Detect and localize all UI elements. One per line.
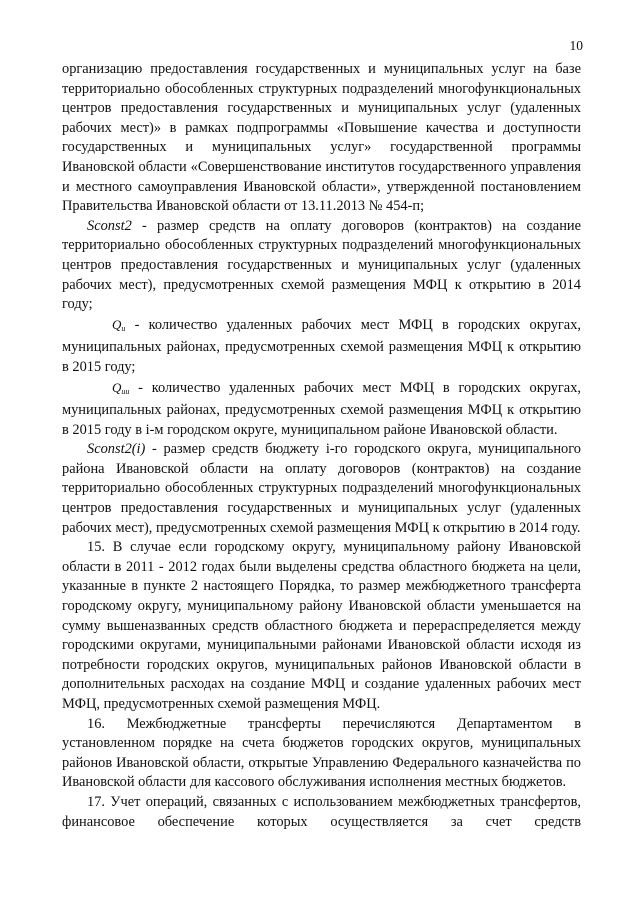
definition-q-total bbox=[62, 315, 581, 378]
paragraph-15 bbox=[62, 538, 581, 714]
definition-q-district bbox=[62, 378, 581, 441]
paragraph-text: 16. Межбюджетные трансферты перечисляются Департаментом в установленном порядке на счета бюджетов городских округов, муниципальных районов Ивановской области, открытые Управлению Федерального казначейства по Ивановской области для кассового обслуживания исполнения местных бюджетов. bbox=[62, 715, 581, 791]
variable-q-subscript: и bbox=[121, 323, 126, 333]
paragraph-text: организацию предоставления государственных и муниципальных услуг на базе территориально обособленных структурных подразделений многофункциональных центров предоставления государственных и муниципальных услуг (удаленных рабочих мест)» в рамках подпрограммы «Повышение качества и доступности государственных и муниципальных услуг» государственной программы Ивановской области «Совершенствование институтов государственного управления и местного самоуправления Ивановской области», утвержденной постановлением Правительства Ивановской области от 13.11.2013 № 454-п; bbox=[62, 61, 581, 215]
paragraph-text: 17. Учет операций, связанных с использованием межбюджетных трансфертов, финансовое обеспечение которых осуществляется за счет средств bbox=[62, 793, 581, 830]
definition-text: - размер средств бюджету i-го городского округа, муниципального района Ивановской области на оплату договоров (контрактов) на создание территориально обособленных структурных подразделений многофункциональных центров предоставления государственных и муниципальных услуг (удаленных рабочих мест), предусмотренных схемой размещения МФЦ к открытию в 2014 году. bbox=[62, 441, 581, 536]
paragraph-17 bbox=[62, 793, 581, 832]
document-body bbox=[62, 60, 581, 832]
variable-q-district bbox=[87, 378, 129, 402]
variable-sconst2: Sconst2 bbox=[87, 217, 132, 234]
paragraph-text: 15. В случае если городскому округу, муниципальному району Ивановской области в 2011 - 2012 годах были выделены средства областного бюджета на цели, указанные в пункте 2 настоящего Порядка, то размер межбюджетного трансферта городскому округу, муниципальному району Ивановской области уменьшается на сумму вышеназванных средств областного бюджета и перераспределяется между городскими округами, муниципальными районами Ивановской области исходя из потребности городских округов, муниципальных районов Ивановской области в дополнительных расходах на создание МФЦ и создание удаленных рабочих мест МФЦ, предусмотренных схемой размещения МФЦ. bbox=[62, 539, 581, 712]
variable-q-subscript: ии bbox=[121, 386, 130, 396]
page-number: 10 bbox=[569, 38, 583, 53]
variable-q-symbol: Q bbox=[112, 379, 122, 395]
definition-text: - размер средств на оплату договоров (контрактов) на создание территориально обособленных структурных подразделений многофункциональных центров предоставления государственных и муниципальных услуг (удаленных рабочих мест), предусмотренных схемой размещения МФЦ к открытию в 2014 году; bbox=[62, 217, 581, 313]
variable-q-total bbox=[87, 315, 125, 339]
definition-sconst2i bbox=[62, 440, 581, 538]
variable-q-symbol: Q bbox=[112, 316, 122, 332]
paragraph-16 bbox=[62, 715, 581, 793]
variable-sconst2i: Sconst2(i) bbox=[87, 441, 146, 458]
definition-text: - количество удаленных рабочих мест МФЦ в городских округах, муниципальных районах, предусмотренных схемой размещения МФЦ к открытию в 2015 году в i-м городском округе, муниципальном районе Ивановской области. bbox=[62, 379, 581, 438]
definition-text: - количество удаленных рабочих мест МФЦ в городских округах, муниципальных районах, предусмотренных схемой размещения МФЦ к открытию в 2015 году; bbox=[62, 316, 581, 375]
definition-sconst2 bbox=[62, 217, 581, 315]
paragraph-continuation bbox=[62, 60, 581, 217]
